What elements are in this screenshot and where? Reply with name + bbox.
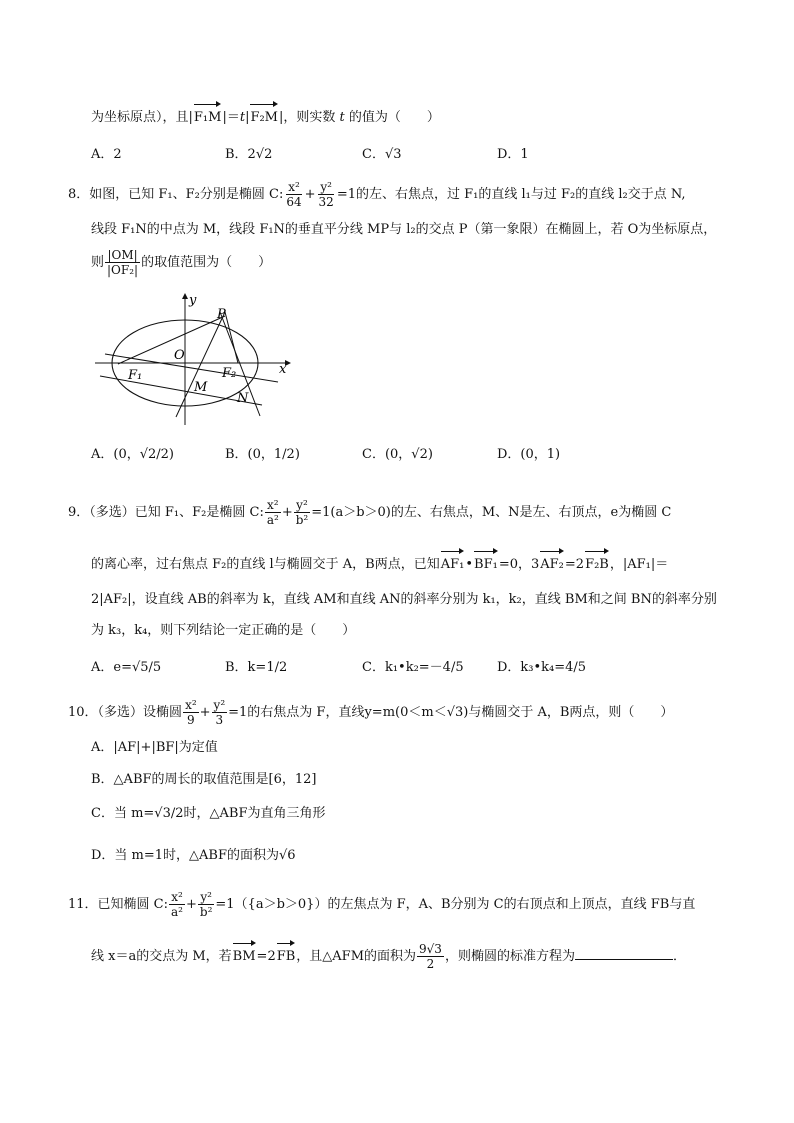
q11-frac-x-den: a²	[171, 905, 183, 919]
q11-text-2d: ，则椭圆的标准方程为	[444, 949, 575, 964]
label-m: M	[194, 380, 208, 395]
q7-stem-line	[91, 103, 440, 128]
q9-dot: •	[465, 557, 474, 572]
q8-frac-x-den: 64	[286, 195, 302, 209]
q8-frac-x	[284, 180, 303, 209]
vector-bm: BM	[233, 942, 256, 967]
vector-f2m: F₂M	[250, 103, 278, 128]
q8-frac-y-num: y²	[320, 180, 332, 194]
q9-text-2a: 的离心率，过右焦点 F₂的直线 l与椭圆交于 A，B两点，已知	[91, 557, 440, 572]
q11-frac-y-den: b²	[199, 905, 213, 919]
q10-frac-y-den: 3	[215, 713, 224, 727]
q9-option-d[interactable]: D．k₃•k₄=4/5	[497, 660, 587, 675]
q8-plus: +	[304, 187, 316, 202]
q7-text-1: 为坐标原点），且|	[91, 110, 193, 125]
q10-frac-y-num: y²	[213, 698, 226, 712]
q8-option-a[interactable]: A．(0，√2/2)	[91, 447, 175, 462]
q11-frac-y	[198, 890, 215, 919]
q10-number: 10．	[68, 705, 98, 720]
q8-text-3b: 的取值范围为（ ）	[141, 255, 272, 270]
vector-f1m: F₁M	[194, 103, 222, 128]
q11-frac-y-num: y²	[200, 890, 212, 904]
q7-var-t: t	[239, 110, 246, 125]
q8-frac-x-num: x²	[288, 180, 300, 194]
q11-text-2b: =2	[256, 949, 276, 964]
q11-stem-line-2	[91, 942, 686, 971]
vector-af1: AF₁	[441, 550, 465, 575]
q10-frac-x-den: 9	[187, 713, 195, 727]
q10-option-b[interactable]: B．△ABF的周长的取值范围是[6，12]	[91, 772, 317, 787]
q11-text-1a: 已知椭圆 C:	[97, 897, 169, 912]
q11-area-den: 2	[426, 957, 435, 971]
q9-text-2b: =0，3	[498, 557, 540, 572]
vector-bf1: BF₁	[474, 550, 498, 575]
q11-area-frac	[417, 942, 444, 971]
y-axis-arrow	[182, 293, 188, 299]
q8-stem-line-1	[68, 180, 686, 209]
q11-text-2c: ，且△AFM的面积为	[296, 949, 417, 964]
q7-option-b[interactable]: B．2√2	[225, 147, 273, 162]
q7-var-t2: t	[339, 110, 345, 125]
q11-frac-x	[169, 890, 185, 919]
line-f1p	[118, 316, 225, 364]
label-x: x	[279, 362, 287, 377]
q10-option-a[interactable]: A．|AF|+|BF|为定值	[91, 740, 218, 755]
q10-frac-x	[183, 698, 199, 727]
q10-frac-y	[212, 698, 228, 727]
q8-text-1a: 如图，已知 F₁、F₂分别是椭圆 C:	[89, 187, 284, 202]
q7-option-d[interactable]: D．1	[497, 147, 529, 162]
q10-option-d[interactable]: D．当 m=1时，△ABF的面积为√6	[91, 848, 296, 863]
label-y: y	[189, 293, 197, 308]
q10-option-c[interactable]: C．当 m=√3/2时，△ABF为直角三角形	[91, 806, 326, 821]
q9-text-2d: ，|AF₁|＝	[609, 557, 669, 572]
q11-text-2e: ．	[672, 949, 686, 964]
q8-option-d[interactable]: D．(0，1)	[497, 447, 561, 462]
q9-frac-y	[294, 498, 311, 527]
vector-fb: FB	[277, 942, 296, 967]
q9-text-1b: =1(a＞b＞0)的左、右焦点，M、N是左、右顶点，e为椭圆 C	[311, 505, 672, 520]
q9-frac-y-den: b²	[295, 513, 309, 527]
q9-stem-line-4: 为 k₃，k₄，则下列结论一定正确的是（ ）	[91, 623, 356, 638]
q9-text-2c: =2	[564, 557, 585, 572]
q8-ratio	[105, 248, 140, 277]
q8-number: 8．	[68, 187, 90, 202]
q9-stem-line-3: 2|AF₂|，设直线 AB的斜率为 k，直线 AM和直线 AN的斜率分别为 k₁，k₂，直线 BM和之间 BN的斜率分别	[91, 592, 717, 607]
q8-stem-line-2: 线段 F₁N的中点为 M，线段 F₁N的垂直平分线 MP与 l₂的交点 P（第一象限）在椭圆上，若 O为坐标原点，	[91, 222, 717, 237]
q11-text-2a: 线 x＝a的交点为 M，若	[91, 949, 232, 964]
vector-af2: AF₂	[540, 550, 564, 575]
q7-text-2: |＝	[222, 110, 240, 125]
q7-text-5: 的值为（ ）	[344, 110, 440, 125]
q11-stem-line-1: 11．已知椭圆 C: $\frac{\text{x²}}{\text{a²}}$ + $\frac{\text{y²}}{\text{b²}}$ =1（{a＞b＞0}）的左焦点为 F，A、B分别为 C的右顶点和上顶点，直线 FB与直	[68, 890, 696, 919]
q11-text-1b: =1（{a＞b＞0}）的左焦点为 F，A、B分别为 C的右顶点和上顶点，直线 FB与直	[215, 897, 696, 912]
q9-text-1a: （多选）已知 F₁、F₂是椭圆 C:	[89, 505, 264, 520]
q11-area-num: 9√3	[419, 942, 442, 956]
q9-frac-x-num: x²	[267, 498, 279, 512]
q9-option-b[interactable]: B．k=1/2	[225, 660, 288, 675]
q11-number: 11．	[68, 897, 98, 912]
label-f2: F₂	[222, 366, 237, 381]
q8-text-1b: =1的左、右焦点，过 F₁的直线 l₁与过 F₂的直线 l₂交于点 N,	[336, 187, 686, 202]
label-n: N	[237, 391, 249, 406]
line-f2p	[225, 312, 238, 363]
q8-ellipse-figure	[90, 290, 300, 430]
q9-option-a[interactable]: A．e=√5/5	[91, 660, 162, 675]
q9-number: 9．	[68, 505, 90, 520]
q9-frac-x	[265, 498, 281, 527]
q11-frac-x-num: x²	[171, 890, 183, 904]
q7-text-3: |	[245, 110, 250, 125]
q9-stem-line-2	[91, 550, 668, 575]
q7-option-c[interactable]: C．√3	[362, 147, 402, 162]
q8-option-b[interactable]: B．(0，1/2)	[225, 447, 300, 462]
q8-text-3a: 则	[91, 255, 105, 270]
label-o: O	[174, 348, 185, 363]
q9-frac-x-den: a²	[266, 513, 279, 527]
q7-text-4: |，则实数	[279, 110, 340, 125]
q8-ratio-num: |OM|	[107, 248, 138, 262]
q9-frac-y-num: y²	[296, 498, 308, 512]
q9-option-c[interactable]: C．k₁•k₂=－4/5	[362, 660, 464, 675]
label-f1: F₁	[128, 368, 143, 383]
q10-text-1b: =1的右焦点为 F，直线y=m(0＜m＜√3)与椭圆交于 A，B两点，则（ ）	[228, 705, 674, 720]
q9-stem-line-1: 9．（多选）已知 F₁、F₂是椭圆 C: $\frac{\text{x²}}{\text{a²}}$ + $\frac{\text{y²}}{\text{b²}}$ =1(a＞b＞0)的左、右焦点，M、N是左、右顶点，e为椭圆 C	[68, 498, 672, 527]
q10-stem-line-1: 10．（多选）设椭圆 $\frac{\text{x²}}{9}$ + $\frac{\text{y²}}{3}$ =1的右焦点为 F，直线y=m(0＜m＜√3)与椭圆交于 A，B两点，则（ ）	[68, 698, 674, 727]
q10-frac-x-num: x²	[185, 698, 197, 712]
q8-frac-y	[317, 180, 336, 209]
q8-ratio-den: |OF₂|	[107, 263, 139, 277]
label-p: P	[217, 307, 226, 322]
vector-f2b: F₂B	[585, 550, 609, 575]
q8-frac-y-den: 32	[318, 195, 334, 209]
q8-option-c[interactable]: C．(0，√2)	[362, 447, 433, 462]
q10-text-1a: （多选）设椭圆	[97, 705, 183, 720]
q8-stem-line-3	[91, 248, 271, 277]
q11-answer-blank[interactable]	[575, 947, 673, 960]
q7-option-a[interactable]: A．2	[91, 147, 122, 162]
